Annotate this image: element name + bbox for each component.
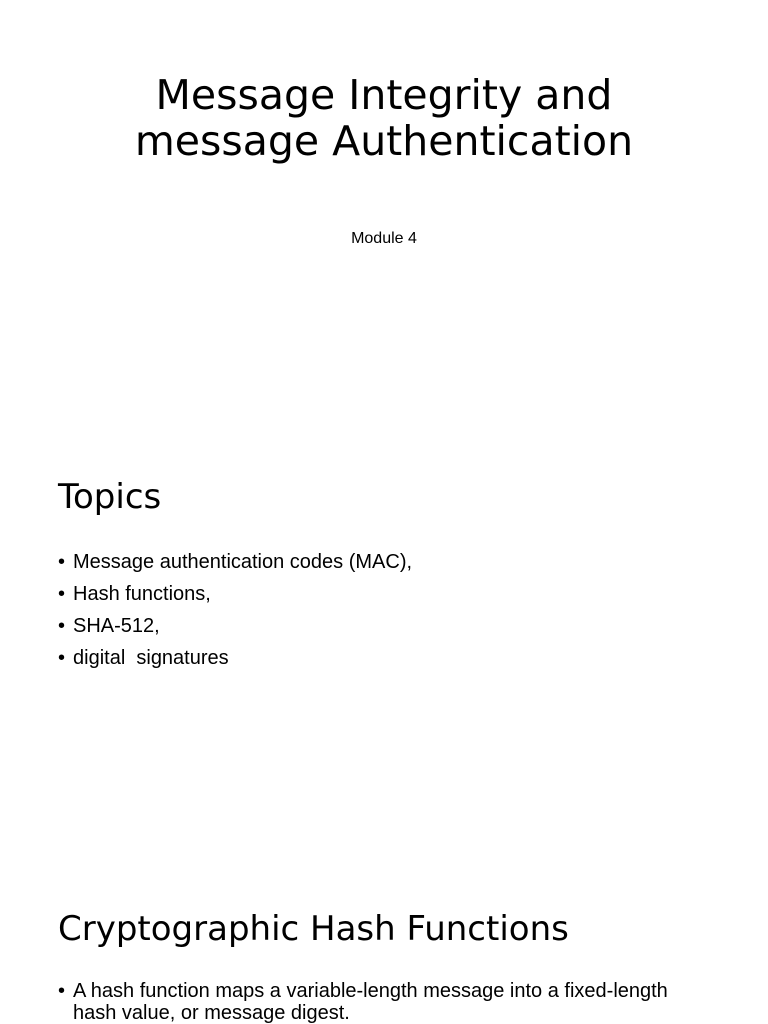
slide-heading: Topics: [58, 477, 162, 517]
slide-title: [0, 72, 768, 164]
bullet-dot: •: [58, 647, 66, 669]
title-line: Message Integrity and: [155, 71, 613, 119]
topics-slide: [0, 432, 768, 864]
bullet-list: [58, 980, 708, 1024]
bullet-text: Message authentication codes (MAC),: [73, 551, 413, 573]
bullet-dot: •: [58, 980, 66, 1002]
bullet-dot: •: [58, 615, 66, 637]
bullet-item: [58, 642, 412, 674]
slide-subtitle: Module 4: [351, 230, 417, 247]
slide-heading: Cryptographic Hash Functions: [58, 909, 569, 949]
bullet-dot: •: [58, 583, 66, 605]
bullet-item: [58, 610, 412, 642]
title-line: message Authentication: [134, 117, 634, 165]
bullet-item: [58, 578, 412, 610]
bullet-text: Hash functions,: [73, 583, 211, 605]
bullet-item: [58, 980, 708, 1024]
bullet-text: SHA-512,: [73, 615, 160, 637]
bullet-list: [58, 546, 412, 674]
bullet-text: digital signatures: [73, 647, 229, 669]
bullet-item: [58, 546, 412, 578]
bullet-dot: •: [58, 551, 66, 573]
bullet-text: A hash function maps a variable-length message into a fixed-length hash value, or message digest.: [73, 980, 674, 1024]
title-slide: [0, 0, 768, 432]
hash-functions-slide: [0, 864, 768, 1024]
